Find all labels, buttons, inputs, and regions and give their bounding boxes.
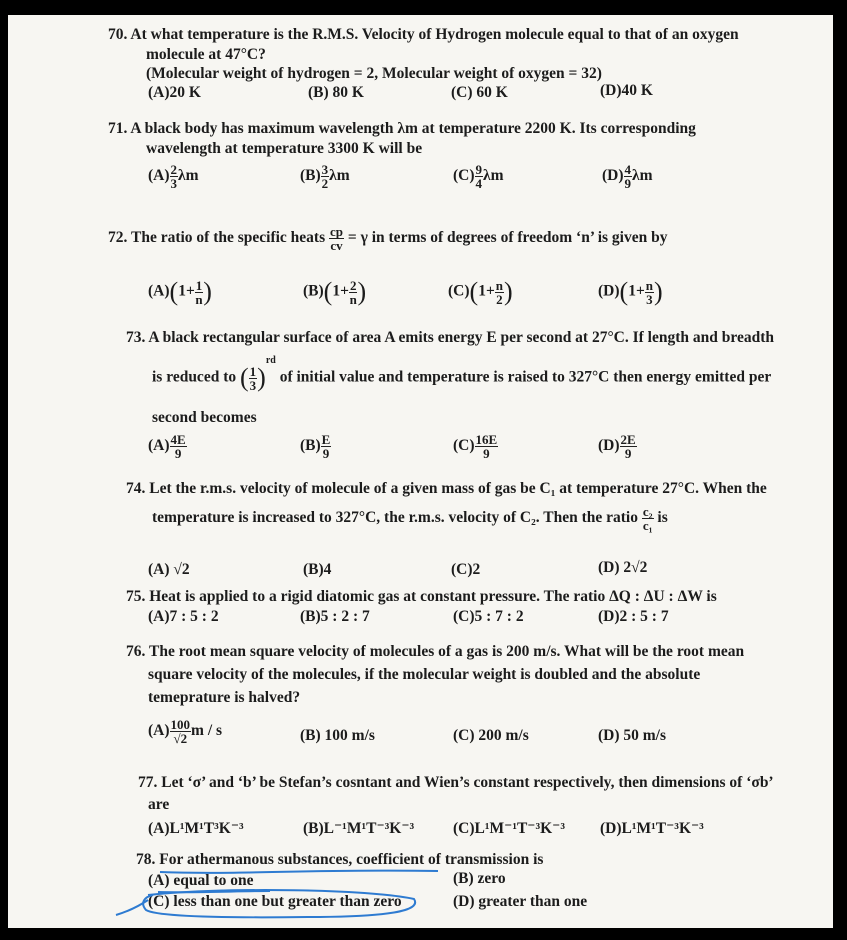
option-a: (A) $\frac{4E}{9}$ <box>148 432 186 461</box>
question-number: 75. <box>126 588 146 605</box>
right-border <box>833 0 847 940</box>
question-text: square velocity of the molecules, if the molecular weight is doubled and the absolute <box>148 666 701 683</box>
option-c: (C) $\frac{9}{4}$ λm <box>453 162 504 191</box>
question-76 <box>126 642 744 661</box>
option-a: (A) √2 <box>148 561 190 578</box>
option-b: (B)(1+ $\frac{2}{n}$ ) <box>303 277 367 307</box>
option-c: (C) 200 m/s <box>453 727 529 744</box>
option-c: (C)L¹M⁻¹T⁻³K⁻³ <box>453 820 566 837</box>
question-number: 78. <box>136 851 156 868</box>
question-number: 71. <box>108 120 128 137</box>
question-number: 77. <box>138 774 158 791</box>
option-a: (A) equal to one <box>148 872 254 889</box>
option-d: (D)L¹M¹T⁻³K⁻³ <box>600 820 704 837</box>
option-a: (A)7 : 5 : 2 <box>148 608 219 625</box>
question-text: Let the r.m.s. velocity of molecule of a given mass of gas be C₁ at temperature 27°C. When the <box>149 480 767 497</box>
question-text: wavelength at temperature 3300 K will be <box>146 140 423 157</box>
option-d: (D) 2√2 <box>598 559 648 576</box>
question-number: 70. <box>108 26 128 43</box>
option-c: (C) less than one but greater than zero <box>148 893 402 910</box>
question-text: = γ in terms of degrees of freedom ‘n’ is given by <box>347 229 668 247</box>
question-text: are <box>148 796 170 813</box>
option-d: (D) 50 m/s <box>598 727 667 744</box>
option-c: (C)2 <box>451 561 481 578</box>
option-d: (D) $\frac{4}{9}$ λm <box>602 162 653 191</box>
question-number: 74. <box>126 480 146 497</box>
question-text: temperature is increased to 327°C, the r.m.s. velocity of C₂. Then the ratio $\frac{\text{c₂}}{\text{c₁}}$ is <box>152 504 668 533</box>
option-b: (B)4 <box>303 561 332 578</box>
left-border <box>0 0 8 940</box>
question-text: For athermanous substances, coefficient of transmission is <box>159 851 544 868</box>
question-text: A black rectangular surface of area A emits energy E per second at 27°C. If length and breadth <box>148 329 775 346</box>
question-text: The root mean square velocity of molecules of a gas is 200 m/s. What will be the root mean <box>148 643 745 660</box>
question-number: 73. <box>126 329 146 346</box>
question-77 <box>138 773 774 792</box>
option-b: (B) $\frac{E}{9}$ <box>300 432 331 461</box>
question-text: molecule at 47°C? <box>146 46 266 63</box>
question-number: 76. <box>126 643 146 660</box>
question-text: The ratio of the specific heats <box>130 229 326 247</box>
question-text: Let ‘σ’ and ‘b’ be Stefan’s cosntant and Wien’s constant respectively, then dimensions of ‘σb’ <box>161 774 774 791</box>
option-c: (C) 60 K <box>451 84 508 101</box>
option-d: (D)(1+ $\frac{n}{3}$ ) <box>598 277 663 307</box>
option-c: (C) $\frac{16E}{9}$ <box>453 432 498 461</box>
option-c: (C)5 : 7 : 2 <box>453 608 524 625</box>
question-78 <box>136 850 543 869</box>
question-70 <box>108 25 739 44</box>
question-page <box>8 15 833 928</box>
option-b: (B) zero <box>453 870 506 887</box>
tick-stroke <box>116 900 148 915</box>
option-a: (A)L¹M¹T³K⁻³ <box>148 820 244 837</box>
question-text: second becomes <box>152 409 257 426</box>
option-d: (D) greater than one <box>453 893 588 910</box>
option-a: (A)20 K <box>148 84 201 101</box>
option-b: (B)L⁻¹M¹T⁻³K⁻³ <box>303 820 415 837</box>
option-b: (B) 100 m/s <box>300 727 375 744</box>
top-border <box>0 0 847 15</box>
option-d: (D) $\frac{2E}{9}$ <box>598 432 636 461</box>
question-74 <box>126 479 767 498</box>
option-a: (A) $\frac{100}{√2}$ m / s <box>148 717 223 746</box>
question-72: 72. The ratio of the specific heats $\frac{cp}{cv}$ = γ in terms of degrees of freedom ‘n’ is given by <box>108 224 668 253</box>
option-b: (B) 80 K <box>308 84 364 101</box>
bottom-border <box>0 928 847 940</box>
question-text: temeprature is halved? <box>148 689 301 706</box>
option-d: (D)2 : 5 : 7 <box>598 608 669 625</box>
question-text: At what temperature is the R.M.S. Velocity of Hydrogen molecule equal to that of an oxygen <box>130 26 739 43</box>
question-number: 72. <box>108 229 128 247</box>
question-text: A black body has maximum wavelength λm at temperature 2200 K. Its corresponding <box>130 120 696 137</box>
option-b: (B) $\frac{3}{2}$ λm <box>300 162 350 191</box>
option-a: (A) $\frac{2}{3}$ λm <box>148 162 199 191</box>
option-a: (A)(1+ $\frac{1}{n}$ ) <box>148 277 212 307</box>
question-73 <box>126 328 774 347</box>
option-d: (D)40 K <box>600 82 653 99</box>
option-c: (C)(1+ $\frac{n}{2}$ ) <box>448 277 513 307</box>
option-b: (B)5 : 2 : 7 <box>300 608 370 625</box>
question-text: (Molecular weight of hydrogen = 2, Molecular weight of oxygen = 32) <box>146 65 602 82</box>
question-71 <box>108 119 696 138</box>
question-text: Heat is applied to a rigid diatomic gas at constant pressure. The ratio ΔQ : ΔU : ΔW is <box>149 588 717 605</box>
question-text: is reduced to ( $\frac{1}{3}$ )$^{rd}$ of initial value and temperature is raised to 327°C then energy emitted per <box>152 355 772 393</box>
question-75 <box>126 587 717 606</box>
